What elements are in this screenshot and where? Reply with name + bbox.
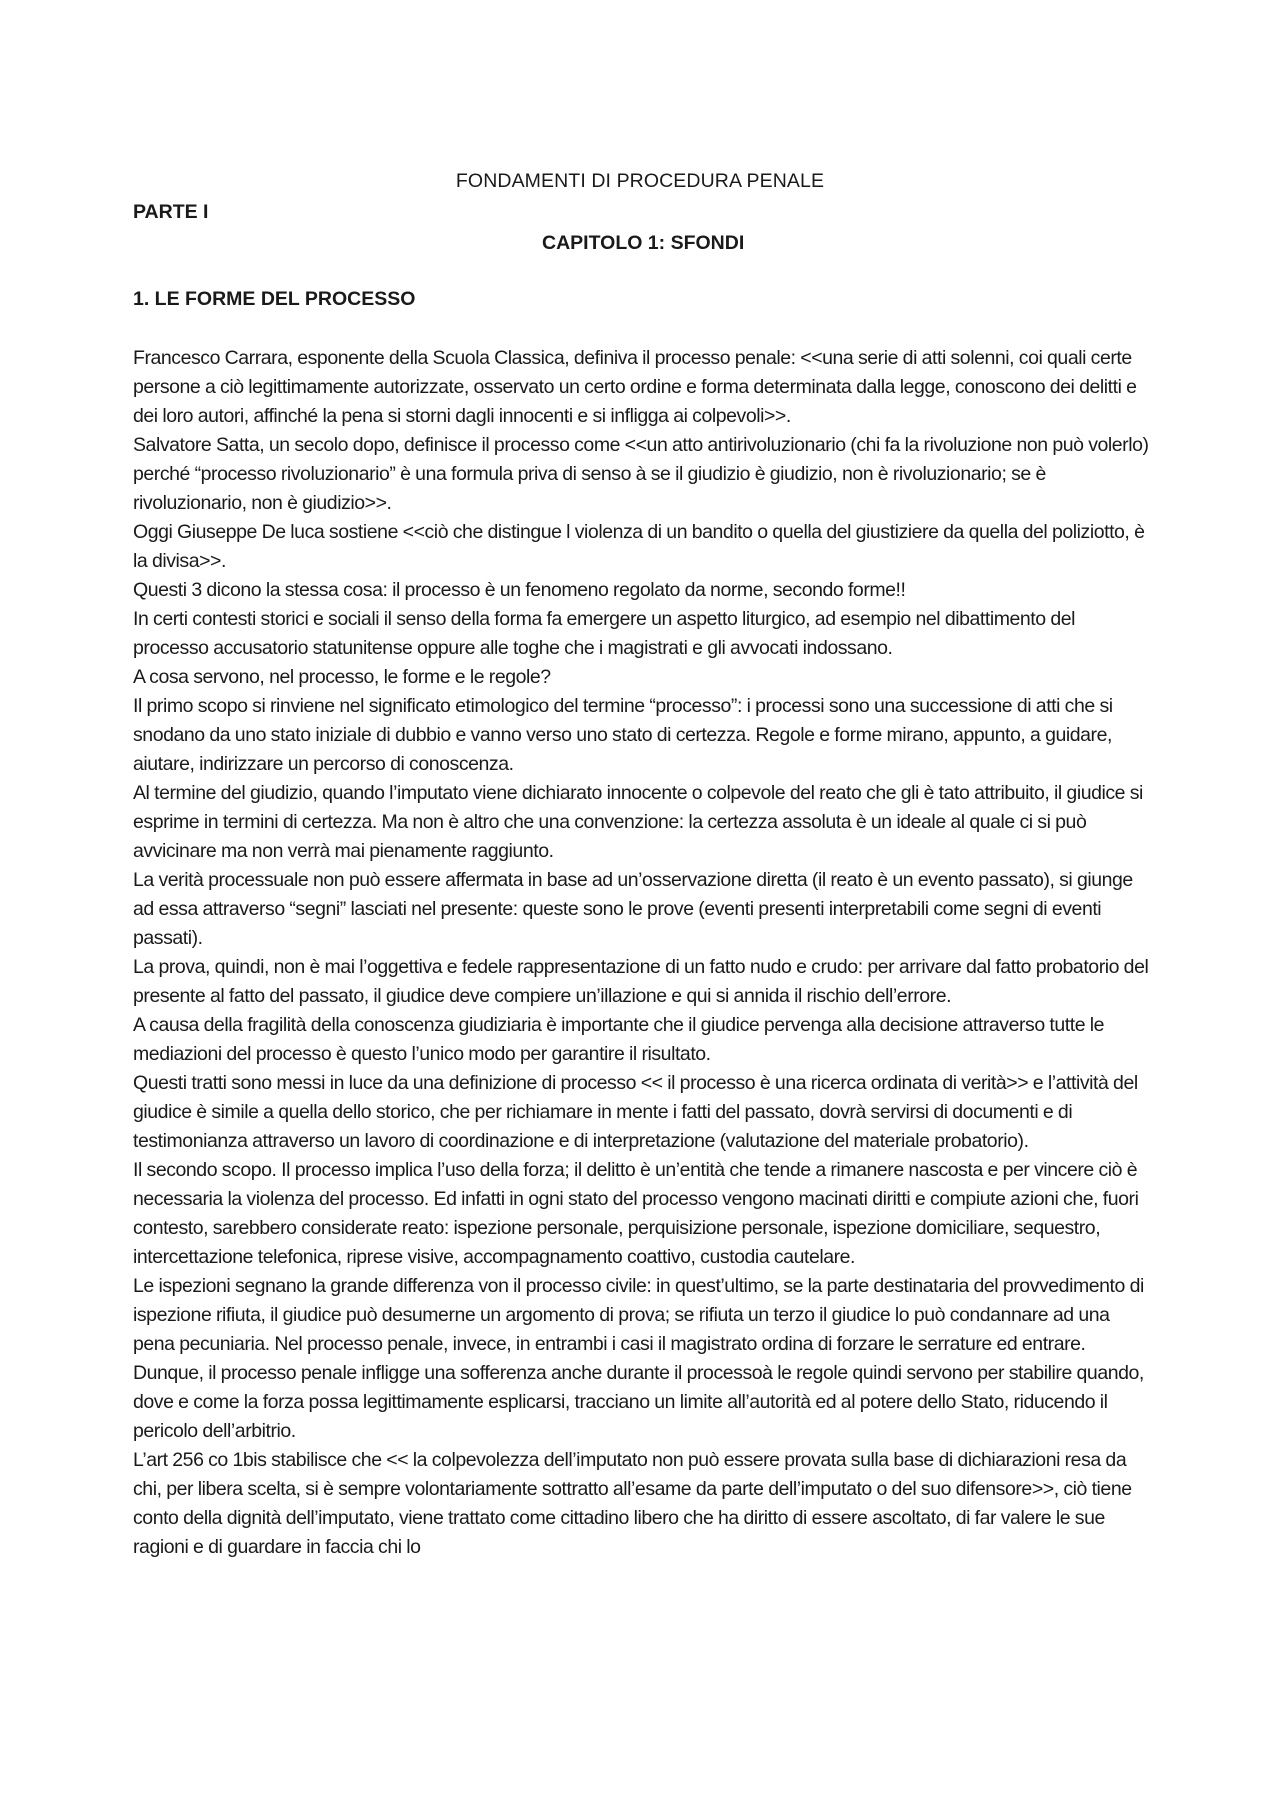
body-text (133, 344, 1155, 1562)
paragraph: Questi 3 dicono la stessa cosa: il processo è un fenomeno regolato da norme, secondo forme!! (133, 579, 906, 601)
paragraph: Oggi Giuseppe De luca sostiene <<ciò che distingue l violenza di un bandito o quella del giustiziere da quella del poliziotto, è la divisa>>. (133, 521, 1145, 572)
paragraph: Al termine del giudizio, quando l’imputato viene dichiarato innocente o colpevole del reato che gli è tato attribuito, il giudice si esprime in termini di certezza. Ma non è altro che una convenzione: la certezza assoluta è un ideale al quale ci si può avvicinare ma non verrà mai pienamente raggiunto. (133, 782, 1143, 862)
paragraph: Questi tratti sono messi in luce da una definizione di processo << il processo è una ricerca ordinata di verità>> e l’attività del giudice è simile a quella dello storico, che per richiamare in mente i fatti del passato, dovrà servirsi di documenti e di testimonianza attraverso un lavoro di coordinazione e di interpretazione (valutazione del materiale probatorio). (133, 1072, 1138, 1152)
paragraph: A causa della fragilità della conoscenza giudiziaria è importante che il giudice pervenga alla decisione attraverso tutte le mediazioni del processo è questo l’unico modo per garantire il risultato. (133, 1014, 1105, 1065)
paragraph: Francesco Carrara, esponente della Scuola Classica, definiva il processo penale: <<una serie di atti solenni, coi quali certe persone a ciò legittimamente autorizzate, osservato un certo ordine e forma determinata dalla legge, conoscono dei delitti e dei loro autori, affinché la pena si storni dagli innocenti e si infligga ai colpevoli>>. (133, 347, 1137, 427)
part-heading: PARTE I (133, 201, 209, 223)
paragraph: A cosa servono, nel processo, le forme e le regole? (133, 666, 551, 688)
paragraph: Le ispezioni segnano la grande differenza von il processo civile: in quest’ultimo, se la parte destinataria del provvedimento di ispezione rifiuta, il giudice può desumerne un argomento di prova; se rifiuta un terzo il giudice lo può condannare ad una pena pecuniaria. Nel processo penale, invece, in entrambi i casi il magistrato ordina di forzare le serrature ed entrare. (133, 1275, 1144, 1355)
document-title: FONDAMENTI DI PROCEDURA PENALE (455, 170, 825, 192)
section-heading: 1. LE FORME DEL PROCESSO (133, 288, 416, 310)
paragraph: L’art 256 co 1bis stabilisce che << la colpevolezza dell’imputato non può essere provata sulla base di dichiarazioni resa da chi, per libera scelta, si è sempre volontariamente sottratto all’esame da parte dell’imputato o del suo difensore>>, ciò tiene conto della dignità dell’imputato, viene trattato come cittadino libero che ha diritto di essere ascoltato, di far valere le sue ragioni e di guardare in faccia chi lo (133, 1449, 1132, 1558)
paragraph: Dunque, il processo penale infligge una sofferenza anche durante il processoà le regole quindi servono per stabilire quando, dove e come la forza possa legittimamente esplicarsi, tracciano un limite all’autorità ed al potere dello Stato, riducendo il pericolo dell’arbitrio. (133, 1362, 1144, 1442)
paragraph: La prova, quindi, non è mai l’oggettiva e fedele rappresentazione di un fatto nudo e crudo: per arrivare dal fatto probatorio del presente al fatto del passato, il giudice deve compiere un’illazione e qui si annida il rischio dell’errore. (133, 956, 1149, 1007)
paragraph: Il primo scopo si rinviene nel significato etimologico del termine “processo”: i processi sono una successione di atti che si snodano da uno stato iniziale di dubbio e vanno verso uno stato di certezza. Regole e forme mirano, appunto, a guidare, aiutare, indirizzare un percorso di conoscenza. (133, 695, 1113, 775)
paragraph: La verità processuale non può essere affermata in base ad un’osservazione diretta (il reato è un evento passato), si giunge ad essa attraverso “segni” lasciati nel presente: queste sono le prove (eventi presenti interpretabili come segni di eventi passati). (133, 869, 1133, 949)
paragraph: Il secondo scopo. Il processo implica l’uso della forza; il delitto è un’entità che tende a rimanere nascosta e per vincere ciò è necessaria la violenza del processo. Ed infatti in ogni stato del processo vengono macinati diritti e compiute azioni che, fuori contesto, sarebbero considerate reato: ispezione personale, perquisizione personale, ispezione domiciliare, sequestro, intercettazione telefonica, riprese visive, accompagnamento coattivo, custodia cautelare. (133, 1159, 1139, 1268)
paragraph: Salvatore Satta, un secolo dopo, definisce il processo come <<un atto antirivoluzionario (chi fa la rivoluzione non può volerlo) perché “processo rivoluzionario” è una formula priva di senso à se il giudizio è giudizio, non è rivoluzionario; se è rivoluzionario, non è giudizio>>. (133, 434, 1149, 514)
paragraph: In certi contesti storici e sociali il senso della forma fa emergere un aspetto liturgico, ad esempio nel dibattimento del processo accusatorio statunitense oppure alle toghe che i magistrati e gli avvocati indossano. (133, 608, 1075, 659)
chapter-heading: CAPITOLO 1: SFONDI (542, 232, 745, 254)
